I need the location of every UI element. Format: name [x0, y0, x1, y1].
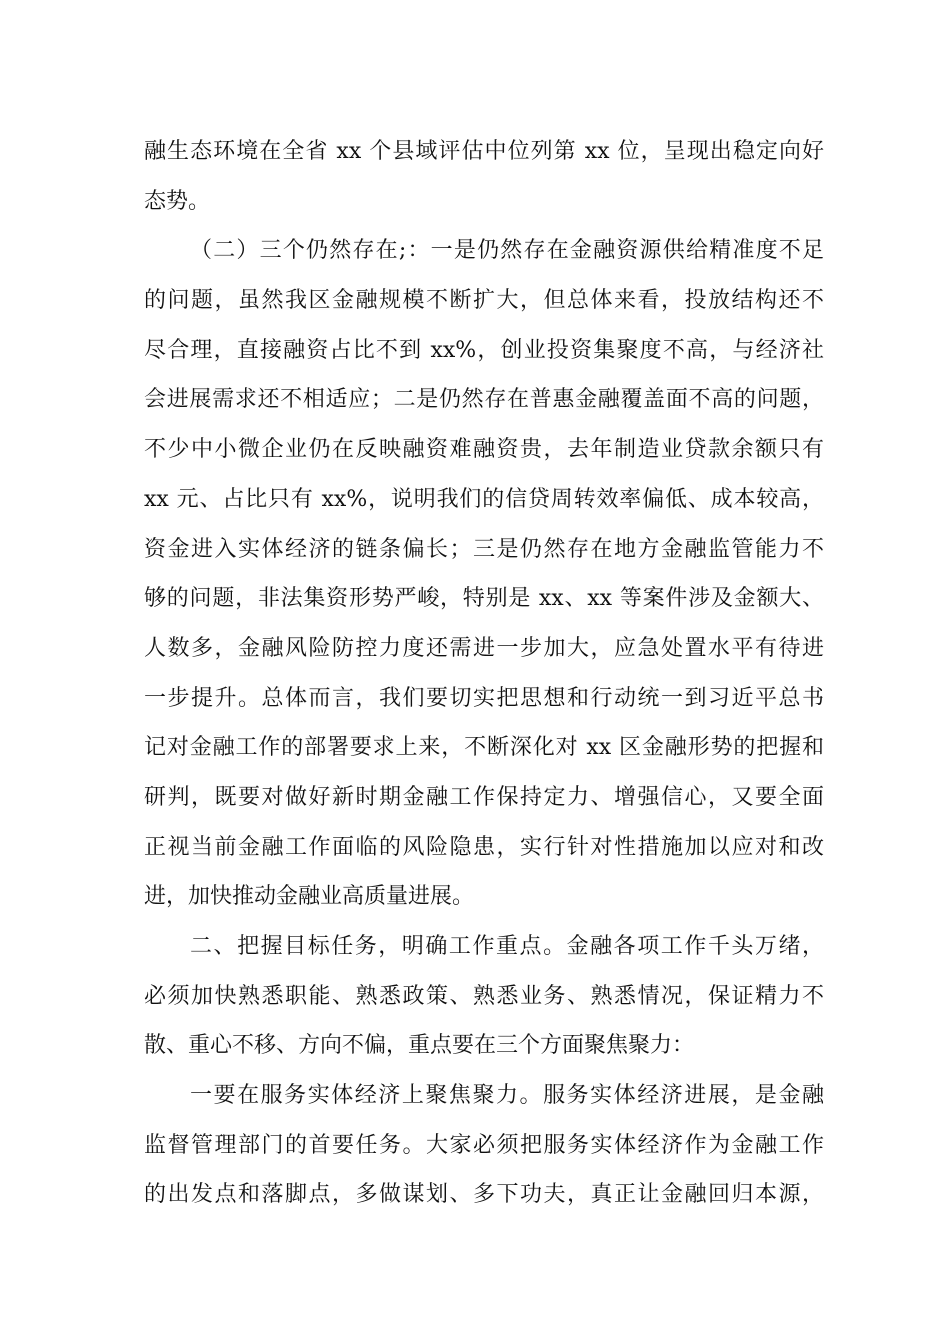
text-line: 的出发点和落脚点，多做谋划、多下功夫，真正让金融回归本源， — [144, 1182, 824, 1208]
text-line: 研判，既要对做好新时期金融工作保持定力、增强信心，又要全面 — [144, 784, 824, 810]
text-line: 够的问题，非法集资形势严峻，特别是 xx、xx 等案件涉及金额大、 — [144, 586, 824, 612]
text-line: 会进展需求还不相适应；二是仍然存在普惠金融覆盖面不高的问题， — [144, 387, 824, 413]
text-line: 监督管理部门的首要任务。大家必须把服务实体经济作为金融工作 — [144, 1132, 824, 1158]
paragraph-first-line: 一要在服务实体经济上聚焦聚力。服务实体经济进展，是金融 — [190, 1083, 824, 1109]
text-line: 资金进入实体经济的链条偏长；三是仍然存在地方金融监管能力不 — [144, 536, 824, 562]
text-line: 态势。 — [144, 188, 211, 214]
text-line: 一步提升。总体而言，我们要切实把思想和行动统一到习近平总书 — [144, 685, 824, 711]
text-line: 融生态环境在全省 xx 个县域评估中位列第 xx 位，呈现出稳定向好 — [144, 139, 824, 164]
text-line: 必须加快熟悉职能、熟悉政策、熟悉业务、熟悉情况，保证精力不 — [144, 983, 824, 1009]
text-line: 记对金融工作的部署要求上来，不断深化对 xx 区金融形势的把握和 — [144, 735, 824, 761]
text-line: 不少中小微企业仍在反映融资难融资贵，去年制造业贷款余额只有 — [144, 437, 824, 463]
text-line: 的问题，虽然我区金融规模不断扩大，但总体来看，投放结构还不 — [144, 288, 824, 314]
section-heading-line: 二、把握目标任务，明确工作重点。金融各项工作千头万绪， — [190, 934, 824, 959]
text-line: 尽合理，直接融资占比不到 xx%，创业投资集聚度不高，与经济社 — [144, 337, 824, 363]
paragraph-first-line: （二）三个仍然存在;：一是仍然存在金融资源供给精准度不足 — [190, 238, 824, 264]
document-body — [144, 127, 824, 1220]
text-line: 进，加快推动金融业高质量进展。 — [144, 884, 475, 910]
text-line: xx 元、占比只有 xx%，说明我们的信贷周转效率偏低、成本较高， — [144, 486, 824, 512]
text-line: 人数多，金融风险防控力度还需进一步加大，应急处置水平有待进 — [144, 635, 824, 661]
text-line: 正视当前金融工作面临的风险隐患，实行针对性措施加以应对和改 — [144, 834, 824, 860]
text-line: 散、重心不移、方向不偏，重点要在三个方面聚焦聚力： — [144, 1033, 695, 1059]
